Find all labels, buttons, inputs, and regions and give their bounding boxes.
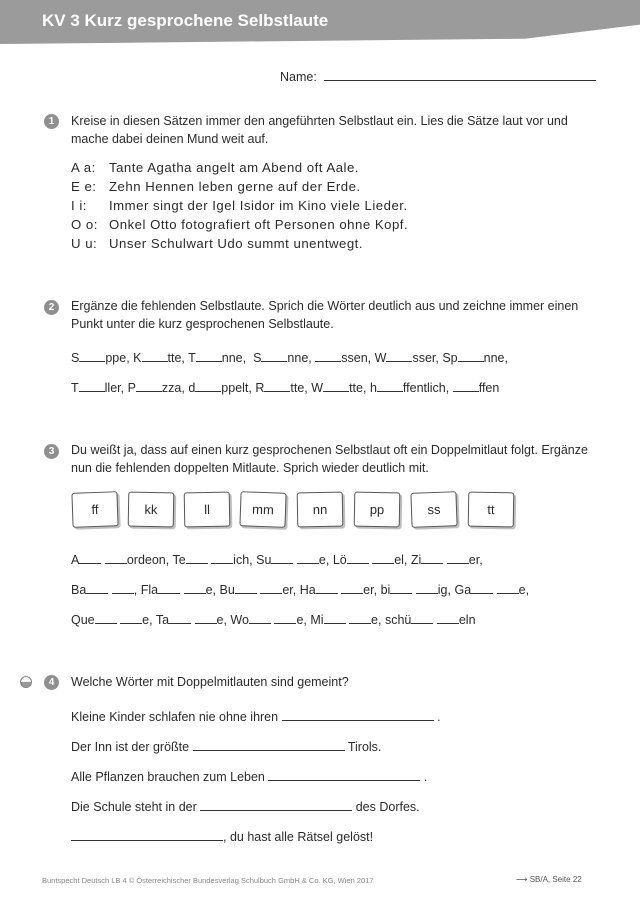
blank[interactable] [411, 613, 433, 624]
blank[interactable] [341, 583, 363, 594]
blank[interactable] [211, 553, 233, 564]
blank[interactable] [105, 553, 127, 564]
task3-row-2: Ba , Fla e, Bu er, Ha er, bi ig, Ga e, [71, 583, 530, 597]
riddle-4: Die Schule steht in der des Dorfes. [71, 800, 420, 814]
sentence-e: E e: Zehn Hennen leben gerne auf der Erde. [71, 179, 361, 194]
blank[interactable] [249, 613, 271, 624]
sentence-i: I i: Immer singt der Igel Isidor im Kino viele Lieder. [71, 198, 408, 213]
task3-row-3: Que e, Ta e, Wo e, Mi e, schü eln [71, 613, 476, 627]
blank[interactable] [349, 613, 371, 624]
blank[interactable] [347, 553, 369, 564]
answer-line[interactable] [71, 830, 223, 841]
task4-question: Welche Wörter mit Doppelmitlauten sind gemeint? [71, 675, 349, 689]
blank[interactable] [324, 613, 346, 624]
blank[interactable] [186, 553, 208, 564]
riddle-1: Kleine Kinder schlafen nie ohne ihren . [71, 710, 441, 724]
riddle-5: , du hast alle Rätsel gelöst! [71, 830, 373, 844]
blank[interactable] [260, 583, 282, 594]
task-number-3: 3 [44, 444, 59, 459]
answer-line[interactable] [193, 740, 345, 751]
task3-row-1: A ordeon, Te ich, Su e, Lö el, Zi er, [71, 553, 483, 567]
blank[interactable] [274, 613, 296, 624]
card-ll: ll [184, 492, 231, 528]
blank[interactable] [453, 381, 479, 392]
footer-page-ref: ⟶ SB/A, Seite 22 [516, 875, 582, 884]
blank[interactable] [95, 613, 117, 624]
blank[interactable] [390, 583, 412, 594]
sentence-a: A a: Tante Agatha angelt am Abend oft Aale. [71, 160, 359, 175]
card-pp: pp [354, 492, 401, 528]
blank[interactable] [377, 381, 403, 392]
card-nn: nn [297, 492, 344, 528]
blank[interactable] [235, 583, 257, 594]
task2-row-1: S ppe, K tte, T nne, S nne, ssen, W sser, Sp nne, [71, 351, 508, 365]
card-tt: tt [468, 492, 515, 528]
blank[interactable] [497, 583, 519, 594]
blank[interactable] [458, 351, 484, 362]
blank[interactable] [323, 381, 349, 392]
blank[interactable] [437, 613, 459, 624]
blank[interactable] [264, 381, 290, 392]
blank[interactable] [169, 613, 191, 624]
page-title: KV 3 Kurz gesprochene Selbstlaute [42, 11, 329, 30]
sentence-o: O o: Onkel Otto fotografiert oft Personen ohne Kopf. [71, 217, 409, 232]
blank[interactable] [79, 553, 101, 564]
answer-line[interactable] [200, 800, 352, 811]
sentence-u: U u: Unser Schulwart Udo summt unentwegt. [71, 236, 364, 251]
blank[interactable] [86, 583, 108, 594]
blank[interactable] [195, 613, 217, 624]
footer-copyright: Buntspecht Deutsch LB 4 © Österreichischer Bundesverlag Schulbuch GmbH & Co. KG, Wien 2017 [42, 876, 374, 885]
name-row [280, 70, 596, 84]
blank[interactable] [421, 553, 443, 564]
blank[interactable] [316, 583, 338, 594]
riddle-2: Der Inn ist der größte Tirols. [71, 740, 382, 754]
task-number-4: 4 [44, 675, 59, 690]
blank[interactable] [297, 553, 319, 564]
blank[interactable] [79, 381, 105, 392]
blank[interactable] [261, 351, 287, 362]
blank[interactable] [142, 351, 168, 362]
card-ss: ss [410, 491, 457, 528]
blank[interactable] [416, 583, 438, 594]
answer-line[interactable] [282, 710, 434, 721]
card-ff: ff [71, 491, 118, 528]
blank[interactable] [372, 553, 394, 564]
answer-line[interactable] [268, 770, 420, 781]
name-label: Name: [280, 70, 317, 84]
blank[interactable] [196, 351, 222, 362]
task1-instruction: Kreise in diesen Sätzen immer den angeführten Selbstlaut ein. Lies die Sätze laut vor und mache dabei deinen Mund weit auf. [71, 114, 568, 146]
task3-instruction: Du weißt ja, dass auf einen kurz gesprochenen Selbstlaut oft ein Doppelmitlaut folgt. Ergänze nun die fehlenden doppelten Mitlaute. Sprich wieder deutlich mit. [71, 443, 588, 475]
blank[interactable] [158, 583, 180, 594]
blank[interactable] [120, 613, 142, 624]
blank[interactable] [271, 553, 293, 564]
card-mm: mm [239, 491, 286, 528]
blank[interactable] [386, 351, 412, 362]
blank[interactable] [79, 351, 105, 362]
task-number-1: 1 [44, 114, 59, 129]
blank[interactable] [447, 553, 469, 564]
riddle-3: Alle Pflanzen brauchen zum Leben . [71, 770, 428, 784]
blank[interactable] [195, 381, 221, 392]
difficulty-icon [20, 676, 32, 688]
blank[interactable] [471, 583, 493, 594]
task2-row-2: T ller, P zza, d ppelt, R tte, W tte, h ffentlich, ffen [71, 381, 500, 395]
blank[interactable] [315, 351, 341, 362]
card-kk: kk [128, 492, 175, 528]
task2-instruction: Ergänze die fehlenden Selbstlaute. Sprich die Wörter deutlich aus und zeichne immer einen Punkt unter die kurz gesprochenen Selbstlaute. [71, 299, 579, 331]
blank[interactable] [112, 583, 134, 594]
name-field[interactable] [324, 80, 596, 81]
task-number-2: 2 [44, 300, 59, 315]
blank[interactable] [184, 583, 206, 594]
blank[interactable] [136, 381, 162, 392]
